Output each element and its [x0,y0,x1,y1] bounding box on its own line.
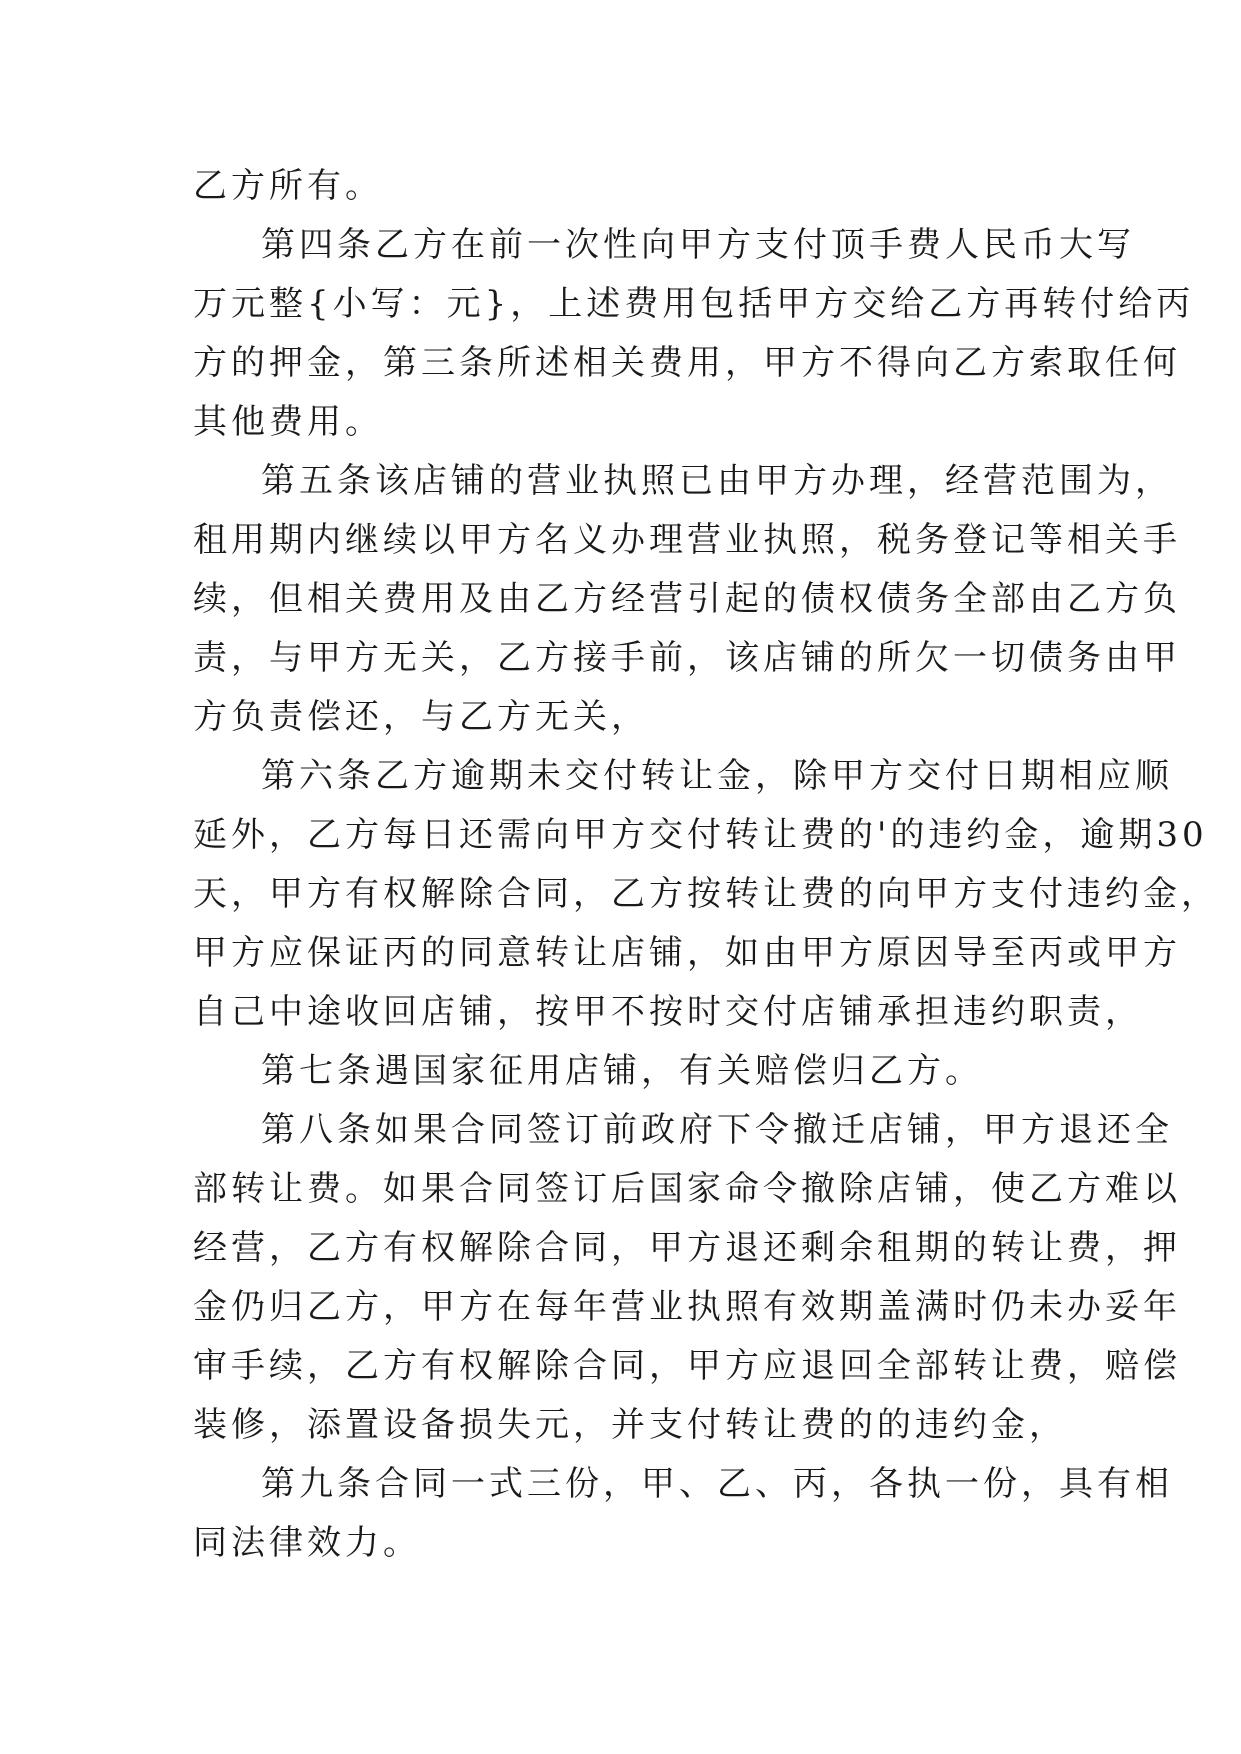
text-line: 装修，添置设备损失元，并支付转让费的的违约金， [193,1405,1067,1445]
paragraph-article-7 [193,1042,1053,1101]
text-line: 第五条该店铺的营业执照已由甲方办理，经营范围为， [261,461,1173,501]
text-line: 第七条遇国家征用店铺，有关赔偿归乙方。 [261,1051,983,1091]
text-line: 甲方应保证丙的同意转让店铺，如由甲方原因导至丙或甲方 [193,933,1181,973]
text-line: 第九条合同一式三份，甲、乙、丙，各执一份，具有相 [261,1464,1173,1504]
text-line: 经营，乙方有权解除合同，甲方退还剩余租期的转让费，押 [193,1228,1181,1268]
text-line: 部转让费。如果合同签订后国家命令撤除店铺，使乙方难以 [193,1169,1181,1209]
text-line: 同法律效力。 [193,1523,421,1563]
text-line: 租用期内继续以甲方名义办理营业执照，税务登记等相关手 [193,520,1181,560]
document-body [193,157,1219,1573]
text-line: 金仍归乙方，甲方在每年营业执照有效期盖满时仍未办妥年 [193,1287,1181,1327]
text-line: 方负责偿还，与乙方无关， [193,697,649,737]
text-line: 其他费用。 [193,402,383,442]
text-line: 责，与甲方无关，乙方接手前，该店铺的所欠一切债务由甲 [193,638,1181,678]
text-line: 续，但相关费用及由乙方经营引起的债权债务全部由乙方负 [193,579,1181,619]
text-line: 乙方所有。 [193,166,383,206]
text-line: 万元整{小写：元}，上述费用包括甲方交给乙方再转付给丙 [193,284,1195,324]
text-line: 第六条乙方逾期未交付转让金，除甲方交付日期相应顺 [261,756,1173,796]
text-line: 方的押金，第三条所述相关费用，甲方不得向乙方索取任何 [193,343,1181,383]
paragraph-article-9 [193,1455,1173,1573]
paragraph-article-5 [193,452,1181,747]
paragraph-article-4 [193,216,1195,452]
paragraph-article-6 [193,747,1219,1042]
text-line: 第四条乙方在前一次性向甲方支付顶手费人民币大写 [261,225,1135,265]
text-line: 自己中途收回店铺，按甲不按时交付店铺承担违约职责， [193,992,1143,1032]
text-line: 第八条如果合同签订前政府下令撤迁店铺，甲方退还全 [261,1110,1173,1150]
text-line: 延外，乙方每日还需向甲方交付转让费的'的违约金，逾期30 [193,815,1208,855]
paragraph-continuation [193,157,1053,216]
text-line: 审手续，乙方有权解除合同，甲方应退回全部转让费，赔偿 [193,1346,1181,1386]
paragraph-article-8 [193,1101,1181,1455]
text-line: 天，甲方有权解除合同，乙方按转让费的向甲方支付违约金， [193,874,1219,914]
